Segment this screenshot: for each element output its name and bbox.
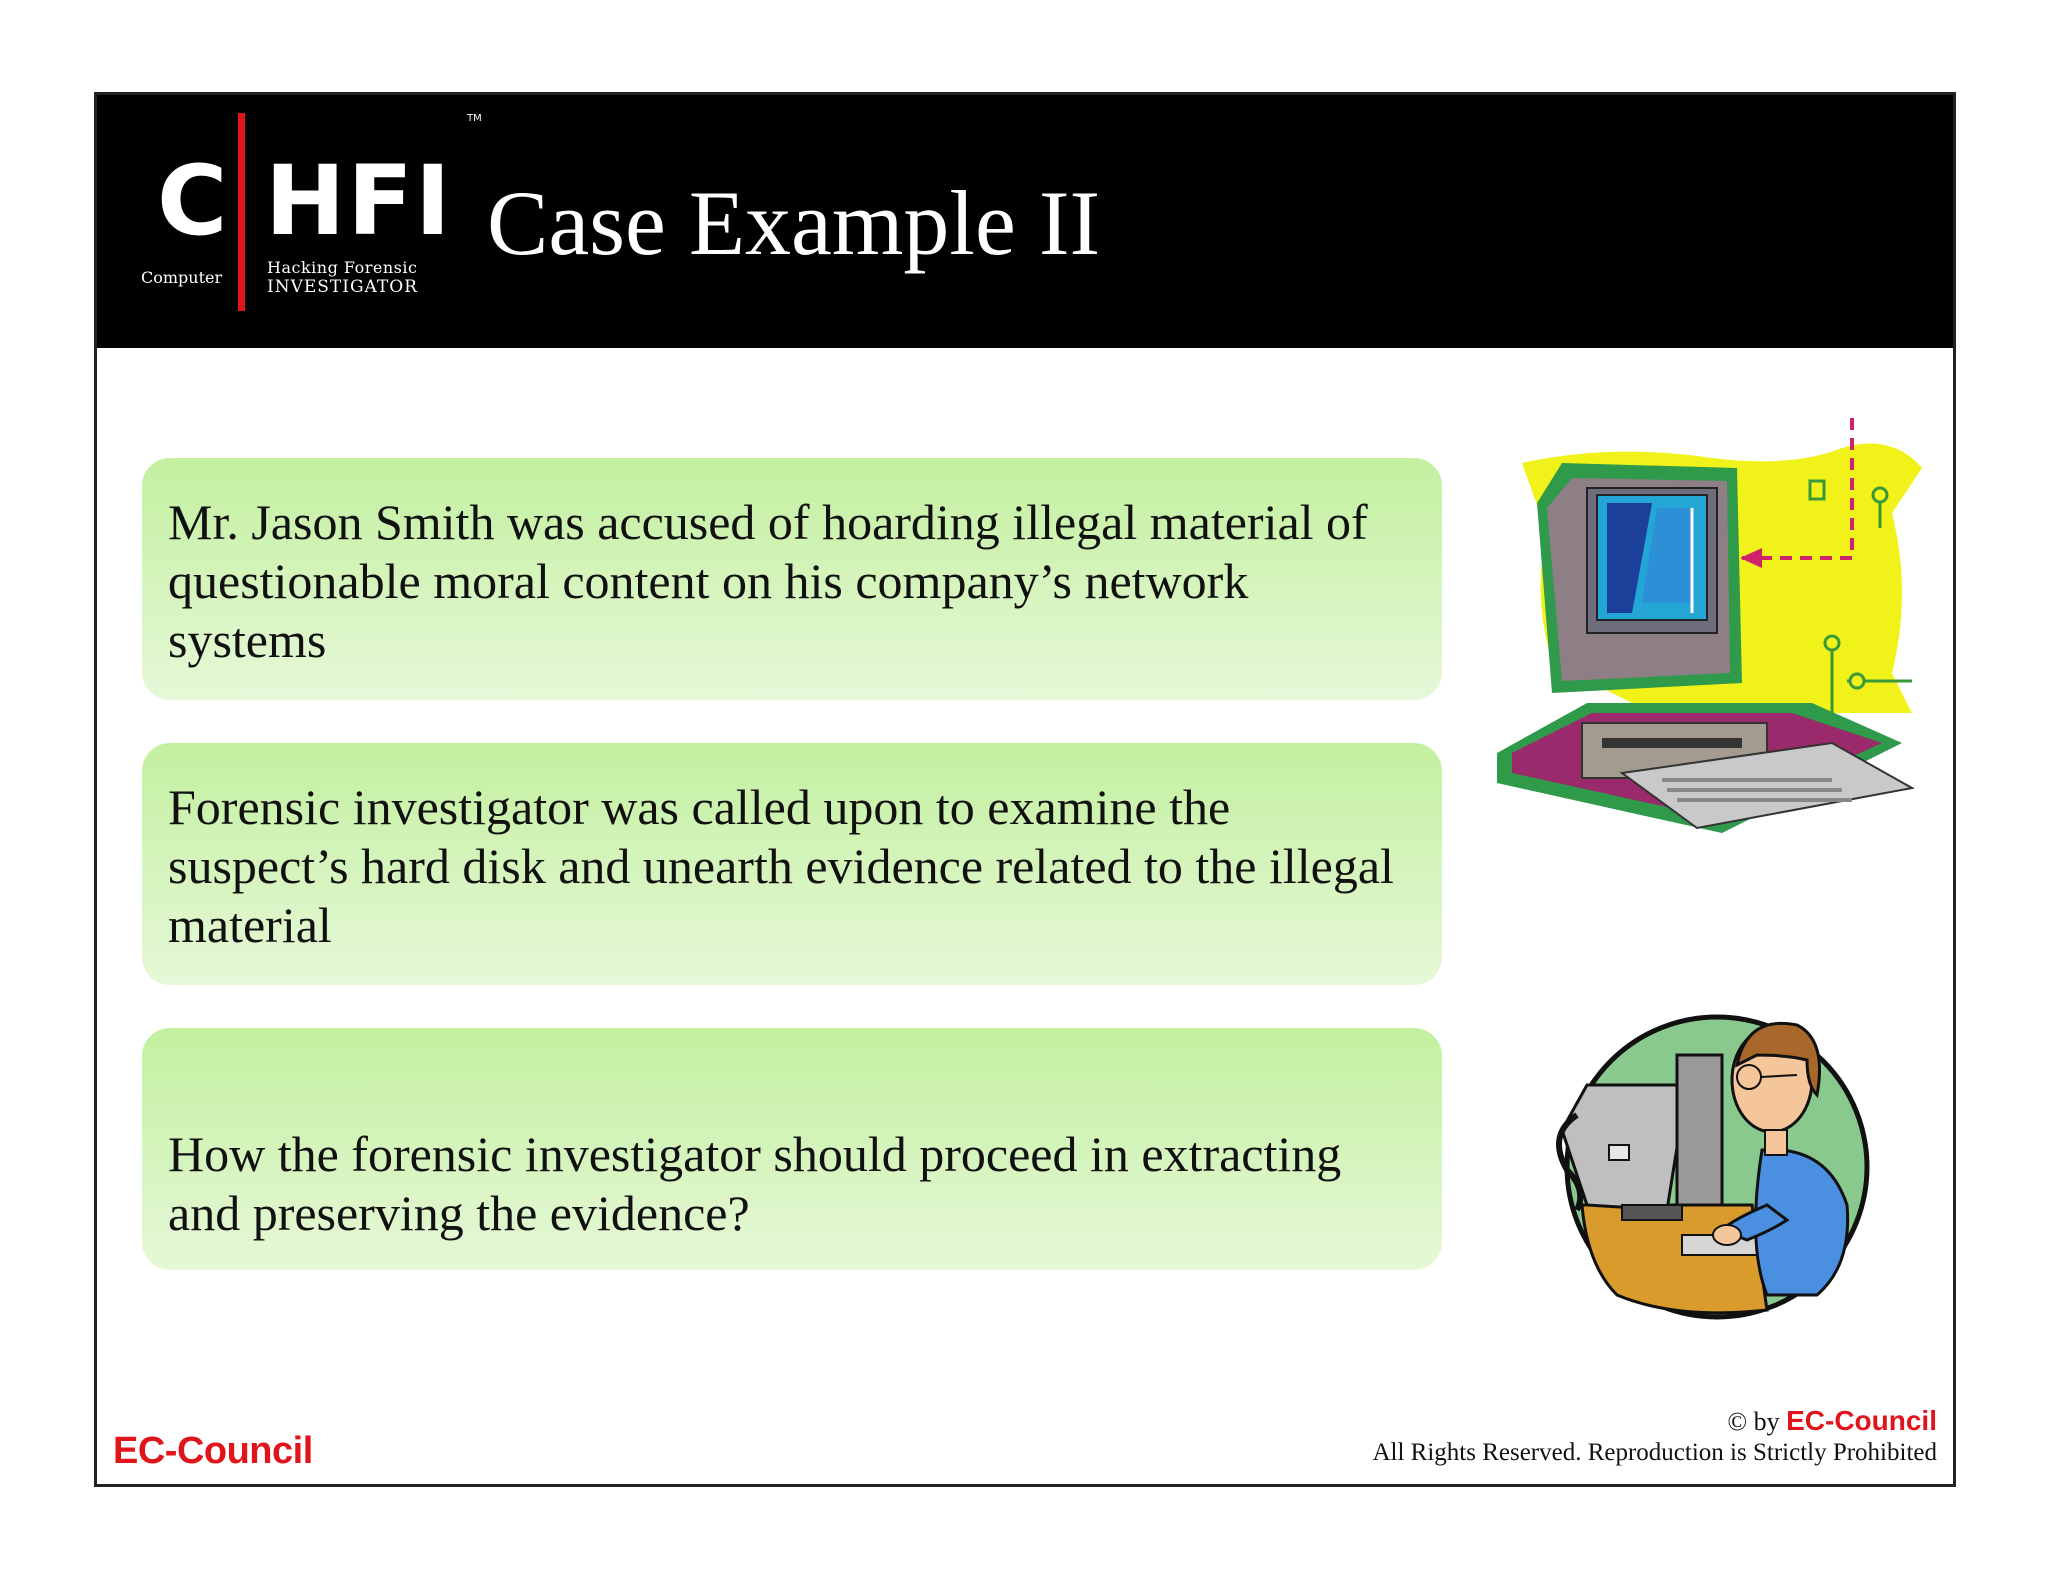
case-box-1 xyxy=(142,458,1442,700)
slide xyxy=(94,92,1956,1487)
rights-reserved-text: All Rights Reserved. Reproduction is Strictly Prohibited xyxy=(1372,1439,1937,1466)
case-text-2: Forensic investigator was called upon to examine the suspect’s hard disk and unearth evidence related to the illegal material xyxy=(168,779,1394,953)
slide-title: Case Example II xyxy=(487,172,1101,274)
copyright-block xyxy=(1372,1405,1937,1467)
logo-hacking-forensic-text: Hacking Forensic xyxy=(267,258,418,277)
logo-red-bar xyxy=(238,113,245,311)
case-box-2 xyxy=(142,743,1442,985)
logo-investigator-text: INVESTIGATOR xyxy=(267,277,418,297)
chfi-logo xyxy=(137,113,482,323)
logo-letters-hfi: HFI xyxy=(265,145,453,257)
copyright-line xyxy=(1372,1405,1937,1437)
case-box-3 xyxy=(142,1028,1442,1270)
ec-council-logo-left: EC-Council xyxy=(113,1430,313,1472)
person-at-computer-icon xyxy=(1517,995,1887,1325)
logo-letter-c: C xyxy=(157,145,228,257)
trademark-mark: TM xyxy=(467,113,482,124)
logo-computer-text: Computer xyxy=(141,268,223,287)
header-bar xyxy=(97,95,1953,348)
computer-network-icon xyxy=(1492,413,1932,833)
case-text-1: Mr. Jason Smith was accused of hoarding illegal material of questionable moral content on his company’s network systems xyxy=(168,494,1368,668)
case-text-3: How the forensic investigator should proceed in extracting and preserving the evidence? xyxy=(168,1126,1342,1241)
ec-council-brand: EC-Council xyxy=(1786,1405,1937,1436)
copyright-prefix: © by xyxy=(1727,1407,1780,1436)
